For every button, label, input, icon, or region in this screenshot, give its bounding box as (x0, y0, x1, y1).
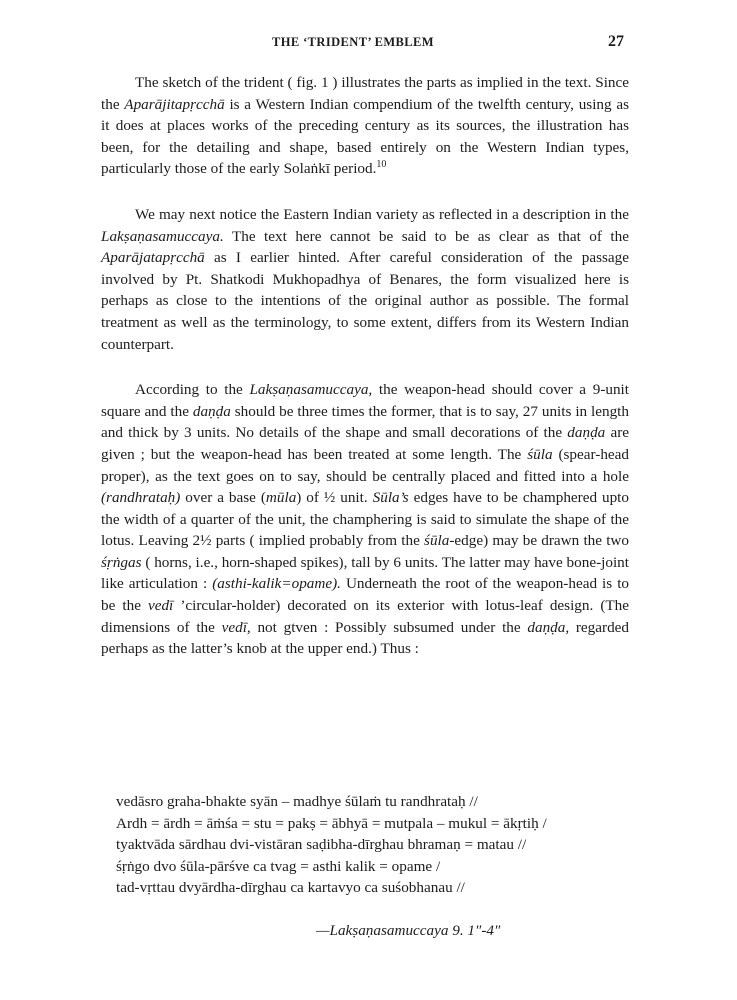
text-run: regarded perhaps as the latter’s knob at the upper end.) Thus : (101, 618, 629, 658)
text-run: over a base ( (180, 489, 266, 507)
italic-term: Sūla’s (372, 489, 409, 507)
italic-term: mūla (265, 489, 297, 507)
italic-term: śṛṅgas (101, 553, 142, 571)
italic-term: Lakṣaṇasamuccaya, (249, 381, 373, 399)
text-run: We may next notice the Eastern Indian variety as reflected in a description in the (135, 205, 629, 223)
running-title: THE ‘TRIDENT’ EMBLEM (272, 35, 434, 49)
text-run: Underneath the root of the weapon-head is to be the (101, 575, 630, 615)
text-run: ’circular-holder) decorated on its exterior with lotus-leaf design. (The dimensions of the (101, 597, 629, 636)
verse-line: tyaktvāda sārdhau dvi-vistāran saḍibha-dīrghau bhramaṇ = matau // (116, 836, 527, 854)
text-run: The sketch of the trident ( fig. 1 ) illustrates the parts as implied in the text. Since the (101, 74, 629, 113)
sanskrit-verse (116, 791, 636, 899)
body-text (101, 72, 629, 684)
italic-term: vedī, (221, 618, 251, 636)
italic-term: śūla (424, 532, 450, 550)
italic-term: daṇḍa (192, 402, 231, 420)
text-run: is a Western Indian compendium of the twelfth century, using as it does at places works of the preceding century as its sources, the illustration has been, for the detailing and shape, based entirely on the Western Indian types, particularly those of the early Solaṅkī period. (101, 95, 629, 178)
text-run: ) of ½ unit. (296, 489, 373, 507)
italic-term: (randhrataḥ) (101, 489, 181, 507)
paragraph (101, 204, 629, 355)
italic-term: daṇḍa (567, 424, 606, 442)
text-run: edges have to be champhered upto the width of a quarter of the unit, the champhering is said to simulate the shape of the lotus. Leaving 2½ parts ( implied probably from the (101, 489, 629, 550)
running-head (0, 33, 737, 53)
italic-term: daṇḍa, (527, 618, 570, 636)
verse-citation: —Lakṣaṇasamuccaya 9. 1″-4″ (316, 922, 501, 939)
footnote-marker: 10 (376, 159, 387, 171)
paragraph (101, 72, 629, 180)
text-run: the weapon-head should cover a 9-unit square and the (101, 381, 629, 420)
text-run: -edge) may be drawn the two (449, 532, 629, 550)
verse-line: vedāsro graha-bhakte syān – madhye śūlaṁ tu randhrataḥ // (116, 793, 478, 810)
text-run: According to the (135, 381, 250, 399)
text-run: (spear-head proper), as the text goes on to say, should be centrally placed and fitted into a hole (101, 445, 629, 485)
paragraph (101, 379, 629, 660)
page-number: 27 (608, 33, 624, 50)
italic-term: Aparājatapṛcchā (101, 249, 205, 267)
verse-line: śṛṅgo dvo śūla-pārśve ca tvag = asthi kalik = opame / (116, 857, 441, 875)
text-run: as I earlier hinted. After careful consideration of the passage involved by Pt. Shatkodi Mukhopadhya of Benares, the form visualized here is perhaps as close to the intentions of the original author as possible. The formal treatment as well as the terminology, to some extent, differs from its Western Indian counterpart. (101, 249, 629, 353)
italic-term: vedī (147, 597, 174, 615)
verse-line: tad-vṛttau dvyārdha-dīrghau ca kartavyo ca suśobhanau // (116, 879, 465, 897)
verse-line: Ardh = ārdh = āṁśa = stu = pakṣ = ābhyā = mutpala – mukul = ākṛtiḥ / (116, 814, 547, 832)
italic-term: (asthi-kalik=opame). (212, 575, 341, 593)
italic-term: Aparājitapṛcchā (124, 95, 225, 113)
text-run: ( horns, i.e., horn-shaped spikes), tall by 6 units. The latter may have bone-joint like articulation : (101, 553, 629, 593)
italic-term: Lakṣaṇasamuccaya. (101, 227, 224, 245)
text-run: not gtven : Possibly subsumed under the (250, 618, 528, 636)
text-run: should be three times the former, that is to say, 27 units in length and thick by 3 units. No details of the shape and small decorations of the (101, 402, 629, 442)
text-run: are given ; but the weapon-head has been treated at some length. The (101, 424, 629, 463)
italic-term: śūla (527, 445, 553, 463)
text-run: The text here cannot be said to be as clear as that of the (223, 227, 629, 245)
